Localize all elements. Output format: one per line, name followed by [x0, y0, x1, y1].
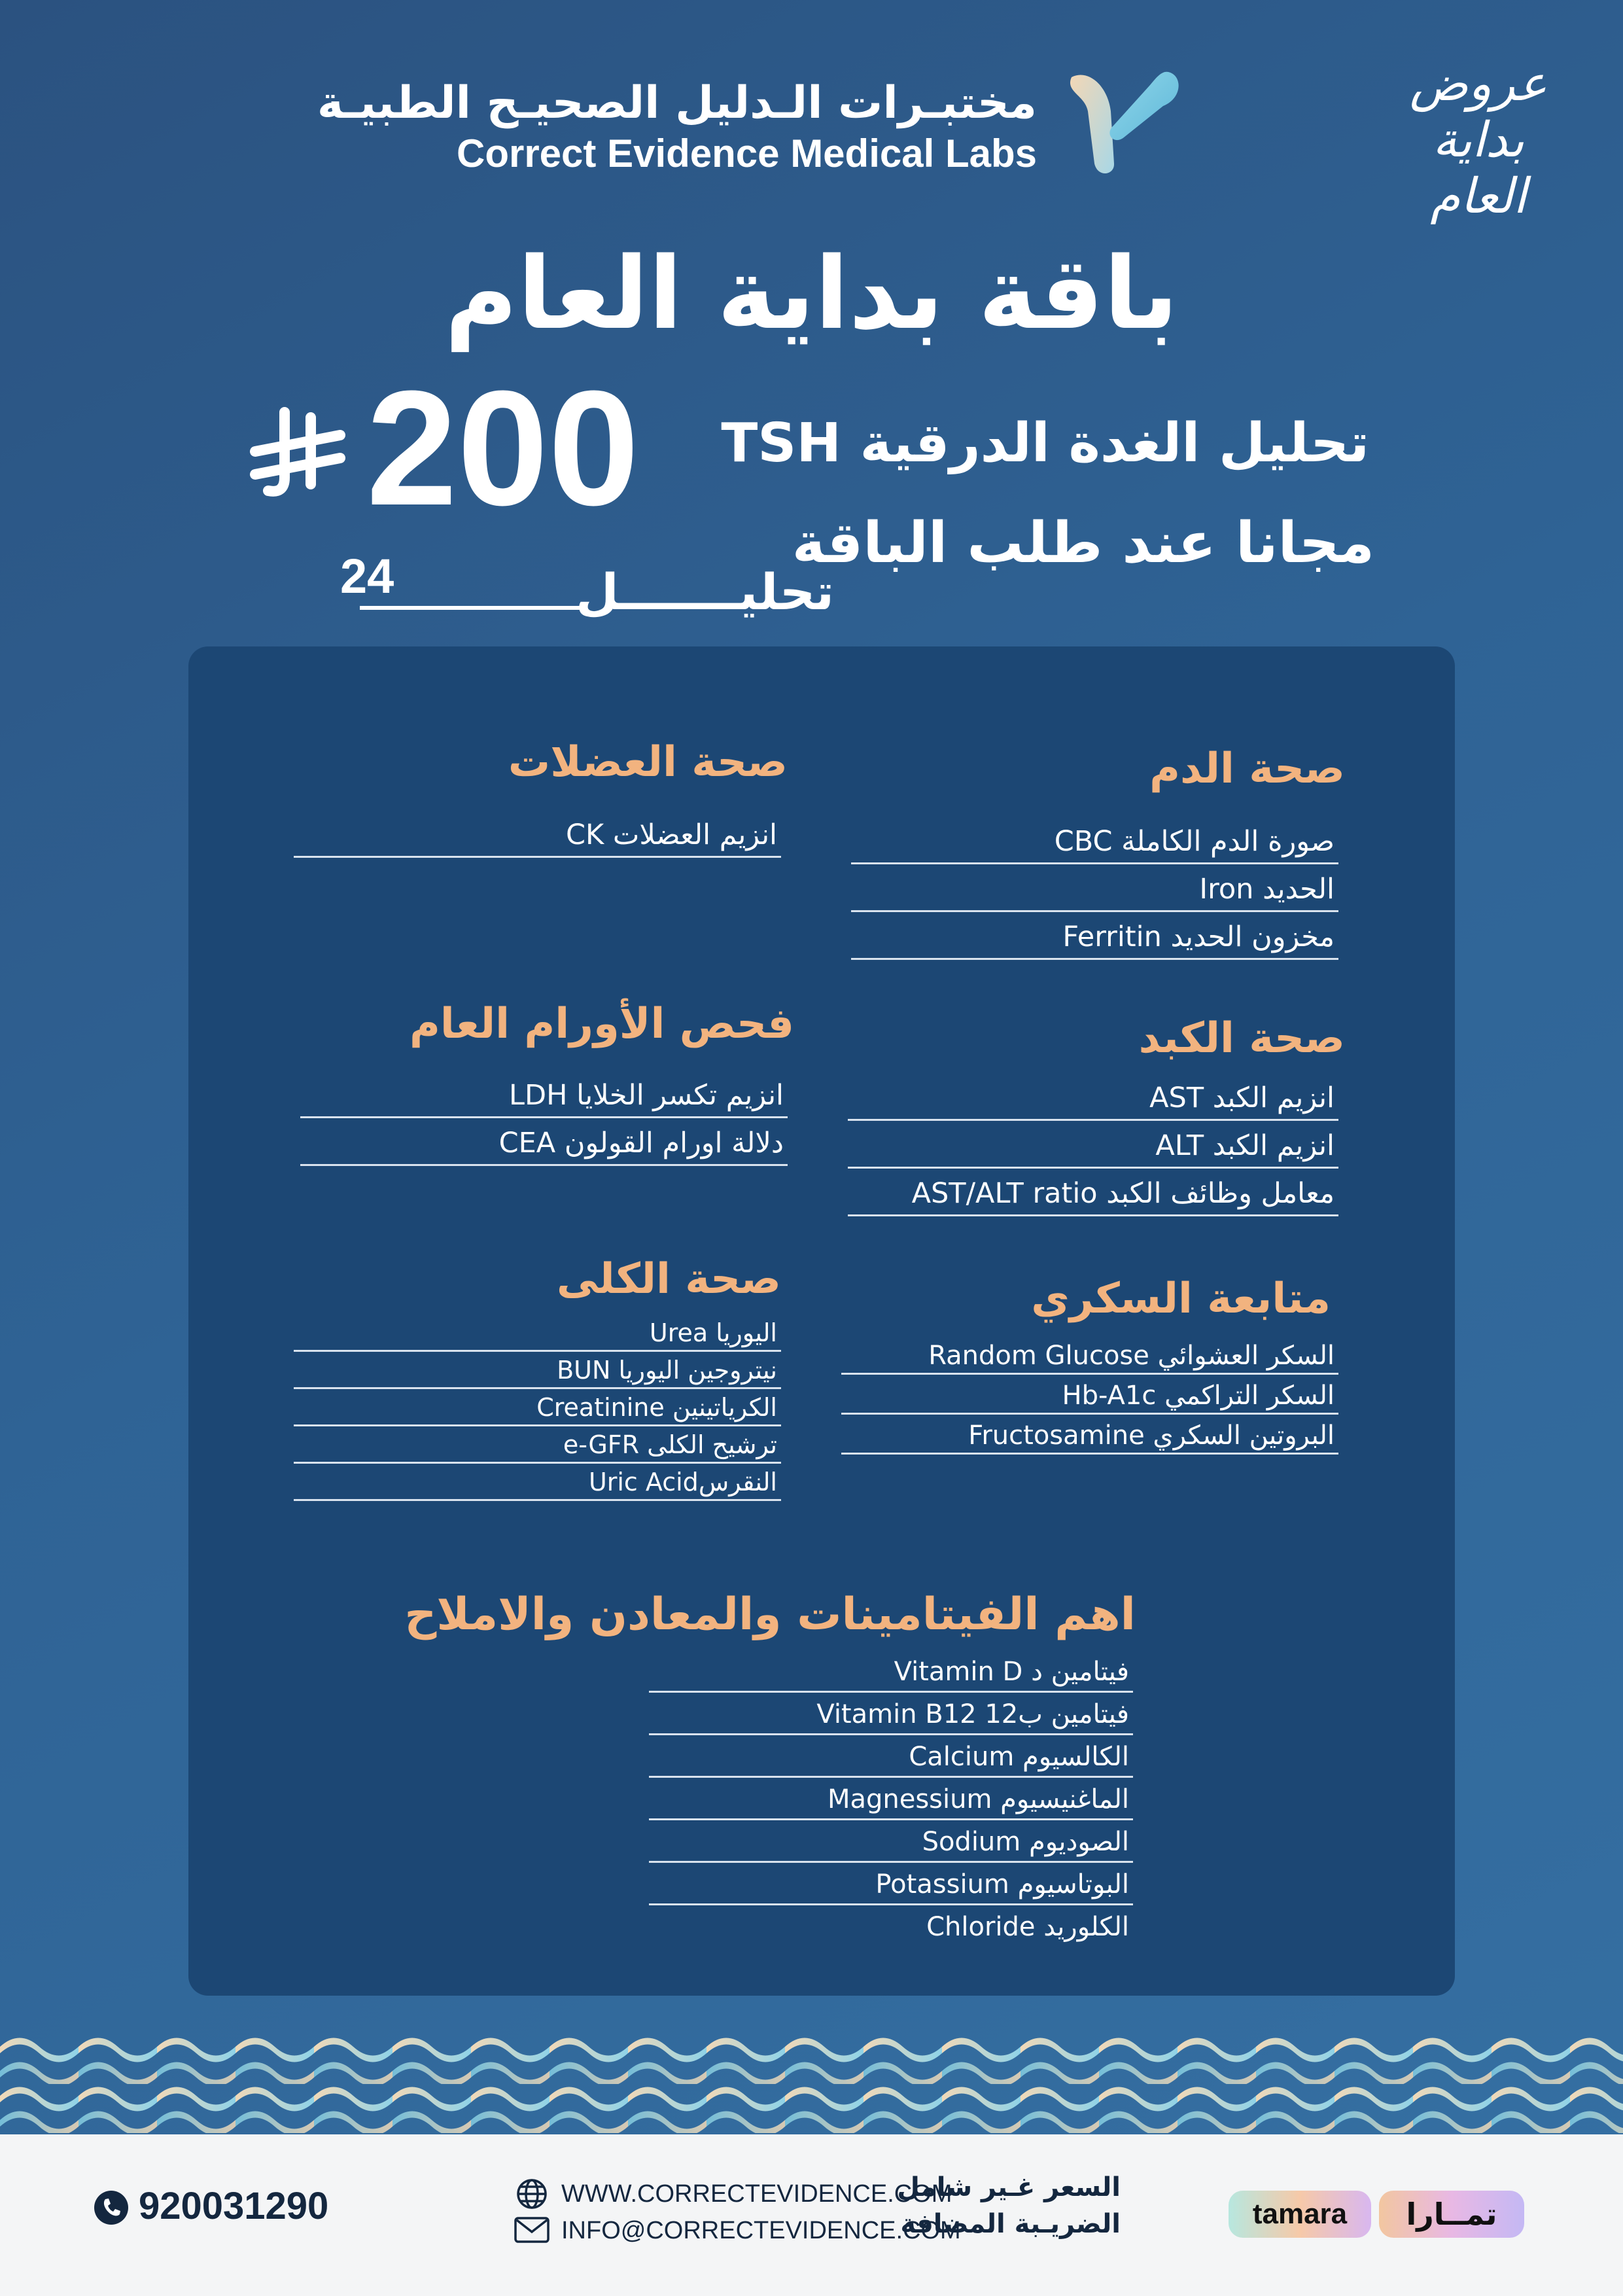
test-item: انزيم تكسر الخلايا LDH	[300, 1076, 788, 1118]
section-title-vitamins: اهم الفيتامينات والمعادن والاملاح	[404, 1589, 1136, 1640]
website-link[interactable]: WWW.CORRECTEVIDENCE.COM	[561, 2180, 952, 2208]
promo-tag-line: العام	[1430, 168, 1527, 224]
email-link[interactable]: INFO@CORRECTEVIDENCE.COM	[561, 2217, 961, 2244]
promo-tag-line: بداية	[1432, 112, 1525, 168]
test-item: السكر التراكمي Hb-A1c	[841, 1380, 1338, 1415]
test-item: الصوديوم Sodium	[649, 1824, 1133, 1863]
test-item: نيتروجين اليوريا BUN	[294, 1354, 781, 1389]
section-title-blood: صحة الدم	[1149, 745, 1345, 793]
test-item: الكلوريد Chloride	[926, 1912, 1129, 1942]
test-item: ترشيح الكلى e-GFR	[294, 1429, 781, 1464]
free-offer-line1: تحليل الغدة الدرقية TSH	[721, 412, 1369, 474]
vat-note-line1: السعر غـير شامل	[897, 2172, 1121, 2202]
section-items-kidney	[294, 1317, 781, 1504]
test-item: فيتامين د Vitamin D	[649, 1654, 1133, 1693]
tests-divider	[360, 606, 582, 610]
test-item: صورة الدم الكاملة CBC	[851, 822, 1338, 864]
section-items-blood	[851, 822, 1338, 965]
test-item: الحديد Iron	[851, 870, 1338, 912]
lab-logo-mark	[1058, 65, 1183, 180]
test-item: الكرياتينين Creatinine	[294, 1392, 781, 1426]
section-title-liver: صحة الكبد	[1138, 1014, 1345, 1063]
vat-note-line2: الضريـبة المضافة	[900, 2209, 1121, 2239]
decorative-wave-pattern	[0, 2035, 1623, 2133]
promo-tag-line: عروض	[1409, 56, 1548, 112]
section-title-muscles: صحة العضلات	[508, 738, 788, 786]
section-items-muscles	[294, 815, 781, 863]
section-items-diabetes	[841, 1340, 1338, 1460]
test-item: السكر العشوائي Random Glucose	[841, 1340, 1338, 1375]
test-item: فيتامين ب12 Vitamin B12	[649, 1697, 1133, 1735]
brand-name-english: Correct Evidence Medical Labs	[457, 132, 1037, 175]
tests-panel	[188, 646, 1455, 1996]
section-items-tumor	[300, 1076, 788, 1171]
package-title: باقة بداية العام	[444, 236, 1179, 351]
test-item: اليوريا Urea	[294, 1317, 781, 1352]
mail-icon	[514, 2217, 550, 2243]
saudi-riyal-icon	[249, 406, 347, 504]
tests-label: تحليـــــــل	[576, 563, 835, 621]
tests-count: 24	[340, 549, 394, 603]
test-item: انزيم الكبد ALT	[848, 1126, 1338, 1169]
package-price: 200	[366, 357, 640, 539]
free-offer-line2: مجانا عند طلب الباقة	[792, 510, 1374, 576]
test-item: انزيم الكبد AST	[848, 1078, 1338, 1121]
promo-tag	[1380, 56, 1577, 224]
test-item: دلالة اورام القولون CEA	[300, 1123, 788, 1166]
test-item: البوتاسيوم Potassium	[649, 1867, 1133, 1905]
section-title-tumor: فحص الأورام العام	[410, 1000, 794, 1048]
section-title-kidney: صحة الكلى	[556, 1255, 781, 1303]
phone-number[interactable]: 920031290	[139, 2185, 329, 2227]
tamara-badge-arabic: تمــارا	[1379, 2191, 1524, 2238]
globe-icon	[515, 2178, 548, 2210]
test-item: معامل وظائف الكبد AST/ALT ratio	[848, 1174, 1338, 1216]
test-item: انزيم العضلات CK	[294, 815, 781, 858]
section-items-liver	[848, 1078, 1338, 1222]
section-items-vitamins	[649, 1654, 1133, 1950]
test-item: الكالسيوم Calcium	[649, 1739, 1133, 1778]
section-title-diabetes: متابعة السكري	[1031, 1275, 1331, 1323]
brand-name-arabic: مختبـرات الـدليل الصحيـح الطبيـة	[317, 77, 1037, 129]
test-item: مخزون الحديد Ferritin	[851, 917, 1338, 960]
test-item: البروتين السكري Fructosamine	[841, 1420, 1338, 1455]
phone-icon	[93, 2189, 130, 2226]
tamara-badge-english: tamara	[1229, 2191, 1371, 2238]
test-item: الماغنيسيوم Magnessium	[649, 1782, 1133, 1820]
test-item: النقرسUric Acid	[294, 1466, 781, 1501]
